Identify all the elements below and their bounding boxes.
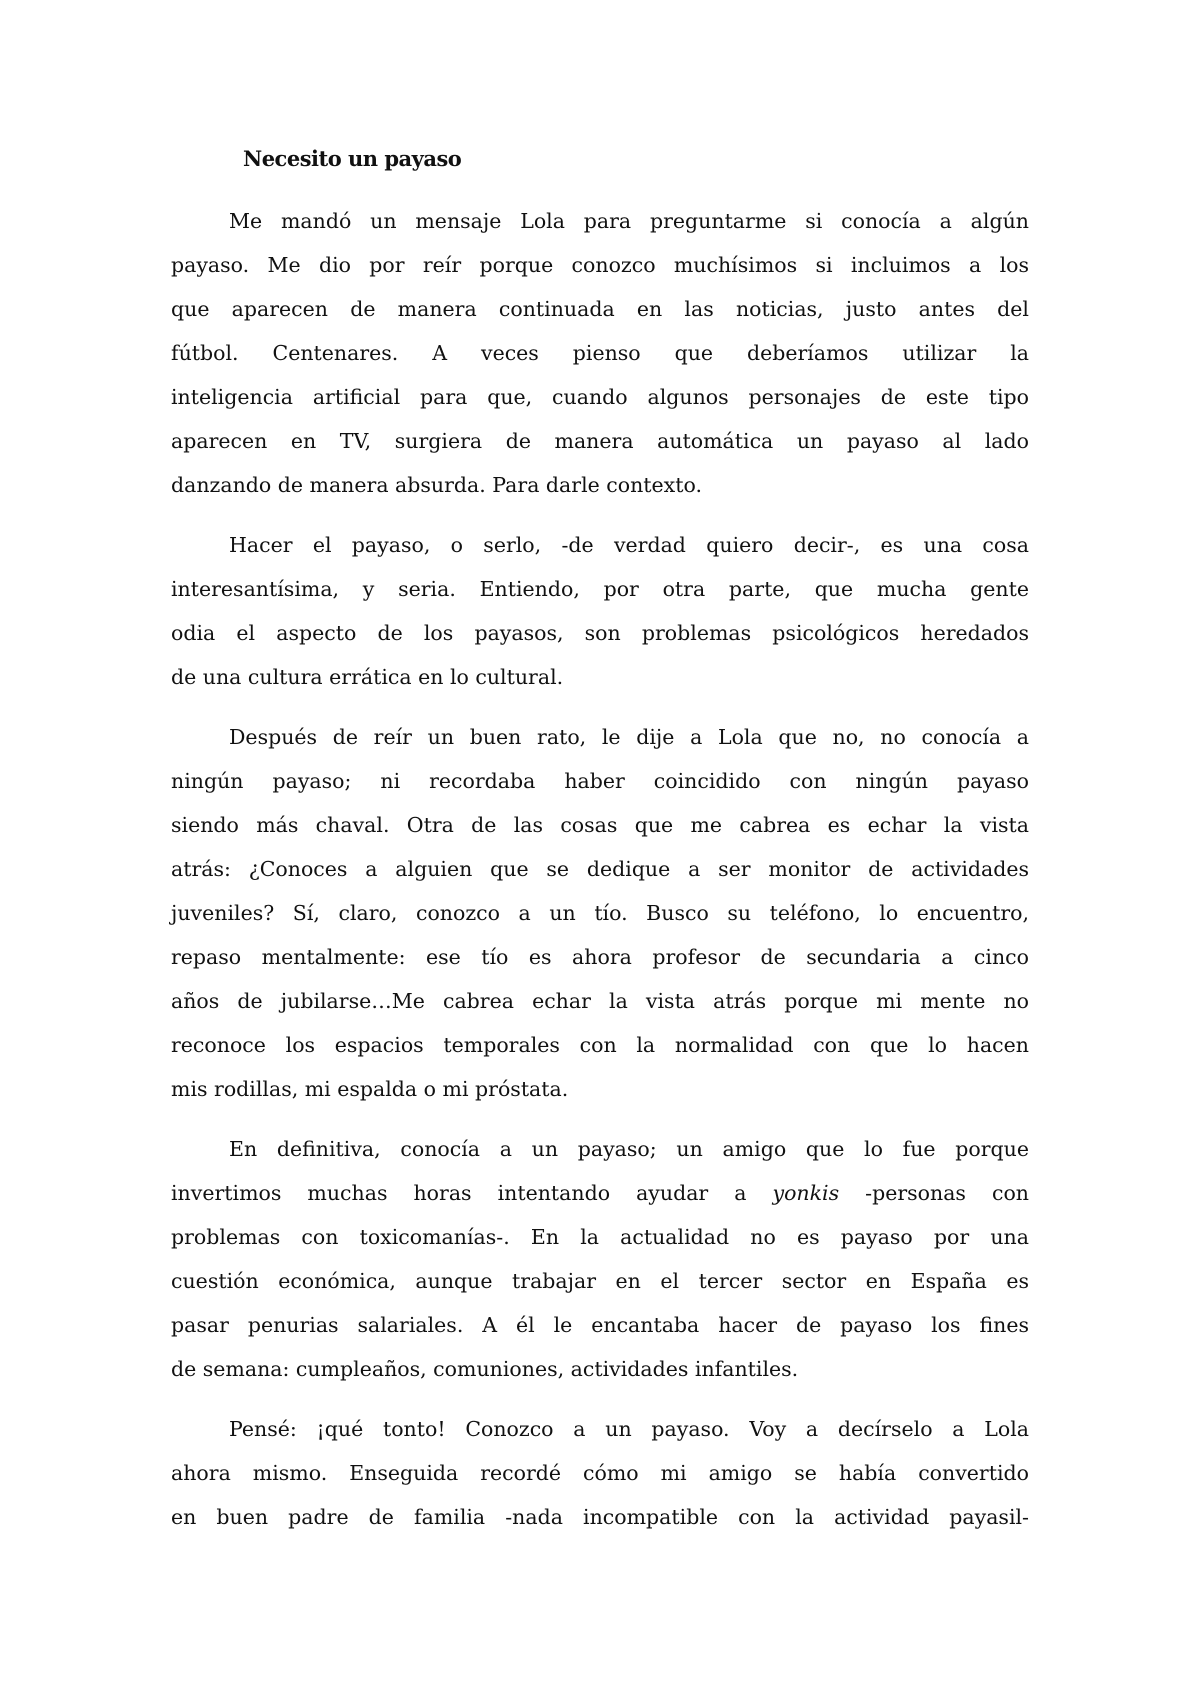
text-line: cuestión económica, aunque trabajar en el tercer sector en España es — [171, 1269, 1029, 1293]
text-line: siendo más chaval. Otra de las cosas que me cabrea es echar la vista — [171, 813, 1029, 837]
text-line: en buen padre de familia -nada incompatible con la actividad payasil- — [171, 1505, 1029, 1529]
text-segment: -personas con — [839, 1181, 1029, 1205]
text-line: inteligencia artificial para que, cuando algunos personajes de este tipo — [171, 385, 1029, 409]
text-line: pasar penurias salariales. A él le encantaba hacer de payaso los fines — [171, 1313, 1029, 1337]
text-line: Pensé: ¡qué tonto! Conozco a un payaso. Voy a decírselo a Lola — [229, 1417, 1029, 1441]
document-body — [171, 199, 1029, 1555]
text-line: reconoce los espacios temporales con la normalidad con que lo hacen — [171, 1033, 1029, 1057]
text-line: de semana: cumpleaños, comuniones, actividades infantiles. — [171, 1357, 799, 1381]
text-line: ahora mismo. Enseguida recordé cómo mi amigo se había convertido — [171, 1461, 1029, 1485]
text-line: fútbol. Centenares. A veces pienso que deberíamos utilizar la — [171, 341, 1029, 365]
italic-term: yonkis — [772, 1181, 840, 1205]
document-title: Necesito un payaso — [243, 146, 462, 171]
text-line: de una cultura errática en lo cultural. — [171, 665, 564, 689]
text-line: Después de reír un buen rato, le dije a Lola que no, no conocía a — [229, 725, 1029, 749]
paragraph — [171, 199, 1029, 507]
text-segment: invertimos muchas horas intentando ayudar a — [171, 1181, 773, 1205]
text-line: problemas con toxicomanías-. En la actualidad no es payaso por una — [171, 1225, 1029, 1249]
text-line — [171, 1171, 1029, 1215]
text-line: interesantísima, y seria. Entiendo, por otra parte, que mucha gente — [171, 577, 1029, 601]
paragraph — [171, 1127, 1029, 1391]
paragraph — [171, 1407, 1029, 1539]
text-line: Me mandó un mensaje Lola para preguntarme si conocía a algún — [229, 209, 1029, 233]
text-line: años de jubilarse…Me cabrea echar la vista atrás porque mi mente no — [171, 989, 1029, 1013]
text-line: ningún payaso; ni recordaba haber coincidido con ningún payaso — [171, 769, 1029, 793]
text-line: danzando de manera absurda. Para darle contexto. — [171, 473, 702, 497]
paragraph — [171, 523, 1029, 699]
text-line: juveniles? Sí, claro, conozco a un tío. Busco su teléfono, lo encuentro, — [171, 901, 1029, 925]
text-line: que aparecen de manera continuada en las noticias, justo antes del — [171, 297, 1029, 321]
text-line: odia el aspecto de los payasos, son problemas psicológicos heredados — [171, 621, 1029, 645]
text-line: mis rodillas, mi espalda o mi próstata. — [171, 1077, 569, 1101]
text-line: Hacer el payaso, o serlo, -de verdad quiero decir-, es una cosa — [229, 533, 1029, 557]
text-line: payaso. Me dio por reír porque conozco muchísimos si incluimos a los — [171, 253, 1029, 277]
text-line: repaso mentalmente: ese tío es ahora profesor de secundaria a cinco — [171, 945, 1029, 969]
text-line: aparecen en TV, surgiera de manera automática un payaso al lado — [171, 429, 1029, 453]
text-line: En definitiva, conocía a un payaso; un amigo que lo fue porque — [229, 1137, 1029, 1161]
paragraph — [171, 715, 1029, 1111]
text-line: atrás: ¿Conoces a alguien que se dedique a ser monitor de actividades — [171, 857, 1029, 881]
